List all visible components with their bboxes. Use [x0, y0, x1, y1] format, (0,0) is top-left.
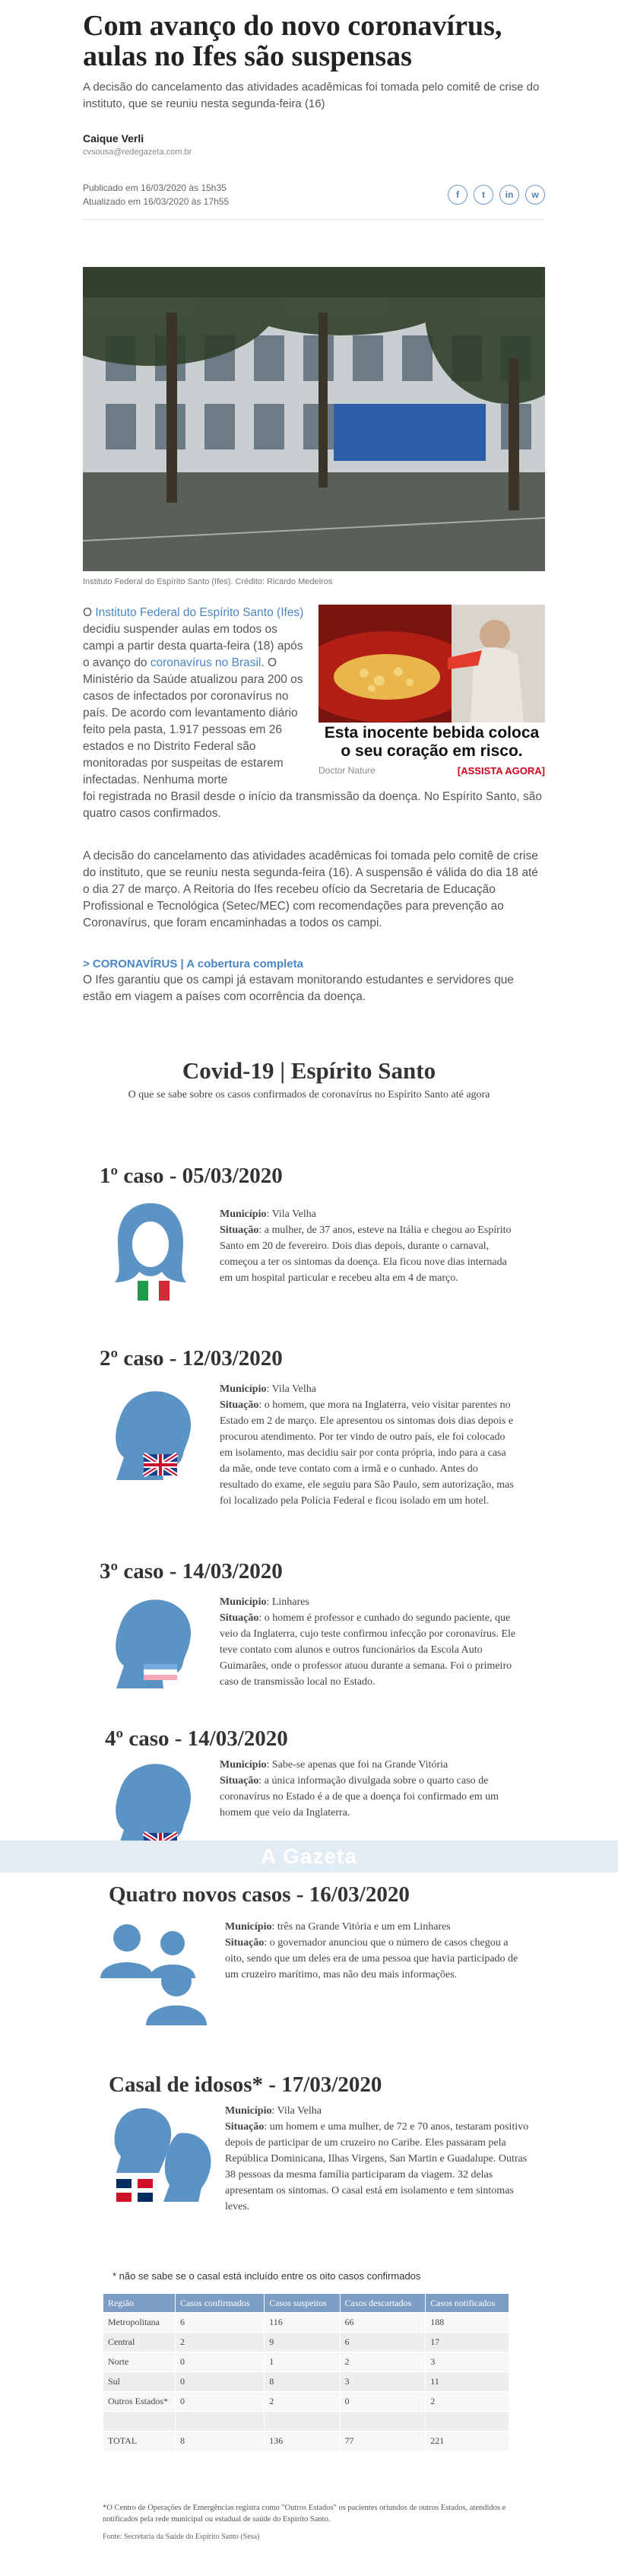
case-text: Município: Sabe-se apenas que foi na Grande Vitória Situação: a única informação divulgada sobre o quarto caso de coronavírus no Estado é a de que a doença foi confirmado em um homem que veio da Inglaterra.: [220, 1759, 499, 1818]
infographic-subtitle: O que se sabe sobre os casos confirmados de coronavírus no Espírito Santo até agora: [128, 1089, 490, 1101]
table-cell: 116: [265, 2313, 340, 2333]
covid-infographic: [0, 1057, 618, 2548]
coverage-prefix[interactable]: > CORONAVÍRUS: [83, 958, 178, 970]
table-header: Região: [103, 2294, 176, 2313]
table-row: [103, 2392, 509, 2412]
table-cell: 6: [176, 2313, 265, 2333]
ad-image[interactable]: [319, 605, 545, 723]
table-body: [103, 2313, 509, 2451]
p1-text-a: O: [83, 606, 96, 619]
table-cell: 221: [426, 2431, 509, 2451]
man-silhouette-icon: [109, 1590, 200, 1696]
case-title: 2º caso - 12/03/2020: [100, 1346, 283, 1371]
meta-row: [83, 181, 545, 220]
case-text: Município: três na Grande Vitória e um em Linhares Situação: o governador anunciou que o número de casos chegou a oito, sendo que um deles era de uma pessoa que havia participado de um cruzeiro marítimo, mas não deu mais informações.: [225, 1921, 518, 1980]
couple-silhouette-icon: [109, 2103, 223, 2217]
table-row: [103, 2313, 509, 2333]
table-cell: 1: [265, 2352, 340, 2372]
table-cell: 2: [265, 2392, 340, 2412]
table-cell: 3: [426, 2352, 509, 2372]
photo-caption: Instituto Federal do Espírito Santo (Ifes). Crédito: Ricardo Medeiros: [83, 577, 333, 586]
table-cell: [176, 2412, 265, 2431]
linkedin-icon[interactable]: in: [499, 185, 519, 205]
ad-cta-link[interactable]: [ASSISTA AGORA]: [457, 765, 545, 777]
table-footnote: *O Centro de Operações de Emergências registra como "Outros Estados" os pacientes oriundos de outros Estados, atendidos e notificados pela rede municipal ou estadual de saúde do Espírito Santo.: [103, 2504, 506, 2524]
author-name[interactable]: Caique Verli: [83, 132, 144, 145]
case-text: Município: Vila Velha Situação: o homem, que mora na Inglaterra, veio visitar parentes no Estado em 2 de março. Ele apresentou os sintomas dois dias depois e procurou atendimento. Por ter vindo de outro país, ele foi colocado em isolamento, mas decidiu sair por conta própria, indo para a casa da mãe, onde teve contato com a irmã e o cunhado. Antes do resultado do exame, ele seguiu para São Paulo, sem autorização, mas foi localizado pela Polícia Federal e ficou isolado em um hotel.: [220, 1383, 514, 1507]
paragraph-1: [83, 605, 311, 789]
table-cell: Sul: [103, 2372, 176, 2392]
couple-note: * não se sabe se o casal está incluído entre os oito casos confirmados: [113, 2270, 421, 2282]
table-cell: 0: [176, 2372, 265, 2392]
case-text: Município: Vila Velha Situação: a mulher, de 37 anos, esteve na Itália e chegou ao Espírito Santo em 20 de fevereiro. Dois dias depois, durante o carnaval, começou a ter os sintomas da doença. Ela ficou nove dias internada em um hospital particular e recebeu alta em 4 de março.: [220, 1209, 512, 1284]
case-3: [0, 1559, 618, 1711]
table-cell: 0: [176, 2392, 265, 2412]
published-date: Publicado em 16/03/2020 às 15h35: [83, 183, 227, 193]
table-cell: 8: [176, 2431, 265, 2451]
table-cell: 11: [426, 2372, 509, 2392]
article-column: [83, 0, 545, 1005]
table-cell: 0: [176, 2352, 265, 2372]
article-photo: [83, 267, 545, 571]
paragraph-2: A decisão do cancelamento das atividades acadêmicas foi tomada pelo comitê de crise do instituto, que se reuniu nesta segunda-feira (16). A suspensão é válida do dia 18 até o dia 27 de março. A Reitoria do Ifes recebeu ofício da Secretaria de Educação Profissional e Tecnológica (Setec/MEC) com recomendações para prevenção ao Coronavírus, que foram encaminhadas a todos os campi.: [83, 850, 538, 929]
paragraph-1-tail: foi registrada no Brasil desde o início da transmissão da doença. No Espírito Santo, são quatro casos confirmados.: [83, 790, 542, 820]
table-cell: Central: [103, 2333, 176, 2352]
table-cell: 2: [426, 2392, 509, 2412]
case-title: 4º caso - 14/03/2020: [105, 1726, 288, 1751]
infographic-title: Covid-19 | Espírito Santo: [182, 1057, 436, 1084]
p1-text-c: . O Ministério da Saúde atualizou para 200 os casos de infectados por coronavírus no país. De acordo com levantamento diário feito pela pasta, 1.917 pessoas em 26 estados e no Distrito Federal são monitoradas por suspeitas de estarem infectadas. Nenhuma morte: [83, 656, 303, 786]
case-6: [0, 2073, 618, 2247]
table-cell: 2: [340, 2352, 426, 2372]
ad-footer: [319, 765, 545, 777]
coverage-link[interactable]: [83, 958, 545, 970]
table-cell: 9: [265, 2333, 340, 2352]
twitter-icon[interactable]: t: [474, 185, 493, 205]
case-text: Município: Vila Velha Situação: um homem e uma mulher, de 72 e 70 anos, testaram positivo depois de participar de um cruzeiro no Caribe. Eles passaram pela República Dominicana, Ilhas Virgens, San Martin e Guadalupe. Outras 38 pessoas da mesma família participaram da viagem. 32 delas apresentam os sintomas. O casal está em isolamento e tem sintomas leves.: [225, 2105, 529, 2212]
dates: [83, 181, 229, 208]
table-header: Casos suspeitos: [265, 2294, 340, 2313]
table-cell: [265, 2412, 340, 2431]
table-row: [103, 2352, 509, 2372]
table-cell: 188: [426, 2313, 509, 2333]
article-title: Com avanço do novo coronavírus, aulas no Ifes são suspensas: [83, 10, 502, 72]
case-title: Quatro novos casos - 16/03/2020: [109, 1882, 410, 1907]
coverage-text[interactable]: | A cobertura completa: [177, 958, 303, 970]
cases-table: [103, 2293, 509, 2451]
table-cell: 6: [340, 2333, 426, 2352]
case-1: [0, 1164, 618, 1331]
table-row: [103, 2372, 509, 2392]
table-cell: [426, 2412, 509, 2431]
table-cell: 17: [426, 2333, 509, 2352]
table-row: [103, 2431, 509, 2451]
table-cell: 2: [176, 2333, 265, 2352]
case-title: Casal de idosos* - 17/03/2020: [109, 2073, 382, 2097]
ad-source: Doctor Nature: [319, 765, 376, 776]
table-header: Casos descartados: [340, 2294, 426, 2313]
table-header: Casos notificados: [426, 2294, 509, 2313]
table-cell: 77: [340, 2431, 426, 2451]
case-5: [0, 1882, 618, 2050]
table-row: [103, 2333, 509, 2352]
table-cell: 8: [265, 2372, 340, 2392]
case-title: 1º caso - 05/03/2020: [100, 1164, 283, 1188]
table-cell: 3: [340, 2372, 426, 2392]
table-cell: Outros Estados*: [103, 2392, 176, 2412]
coronavirus-brasil-link[interactable]: coronavírus no Brasil: [150, 656, 261, 669]
whatsapp-icon[interactable]: w: [525, 185, 545, 205]
first-paragraph-block: [83, 605, 545, 822]
group-icon: [93, 1919, 222, 2025]
facebook-icon[interactable]: f: [448, 185, 467, 205]
sponsored-ad[interactable]: [319, 605, 545, 777]
table-header-row: [103, 2294, 509, 2313]
article-subtitle: A decisão do cancelamento das atividades acadêmicas foi tomada pelo comitê de crise do instituto, que se reuniu nesta segunda-feira (16): [83, 81, 540, 110]
table-cell: Norte: [103, 2352, 176, 2372]
table-cell: [340, 2412, 426, 2431]
case-title: 3º caso - 14/03/2020: [100, 1559, 283, 1583]
case-text: Município: Linhares Situação: o homem é professor e cunhado do segundo paciente, que veio da Inglaterra, cujo teste confirmou infecção por coronavírus. Ele teve contato com alunos e outros funcionários da Escola Auto Guimarães, onde o professor atuou durante a semana. Foi o primeiro caso de transmissão local no Estado.: [220, 1596, 516, 1688]
table-source: Fonte: Secretaria da Saúde do Espírito Santo (Sesa): [103, 2533, 260, 2541]
case-2: [0, 1346, 618, 1552]
table-header: Casos confirmados: [176, 2294, 265, 2313]
woman-silhouette-icon: [109, 1197, 192, 1304]
ad-title[interactable]: Esta inocente bebida coloca o seu coração em risco.: [324, 724, 540, 760]
man-silhouette-icon: [109, 1381, 200, 1488]
table-cell: TOTAL: [103, 2431, 176, 2451]
paragraph-3: O Ifes garantiu que os campi já estavam monitorando estudantes e servidores que estão em viagem a países com ocorrência da doença.: [83, 974, 514, 1003]
p1-text-b: decidiu suspender aulas em todos os campi a partir desta quarta-feira (18) após o avanço do: [83, 623, 303, 669]
table-cell: 0: [340, 2392, 426, 2412]
campus-photo: [83, 267, 545, 571]
table-cell: 66: [340, 2313, 426, 2333]
table-cell: [103, 2412, 176, 2431]
share-buttons: [448, 185, 545, 205]
gazeta-watermark: A Gazeta: [0, 1841, 618, 1872]
ifes-link[interactable]: Instituto Federal do Espírito Santo (Ifes): [95, 606, 304, 619]
table-cell: 136: [265, 2431, 340, 2451]
table-cell: Metropolitana: [103, 2313, 176, 2333]
table-row: [103, 2412, 509, 2431]
updated-date: Atualizado em 16/03/2020 às 17h55: [83, 196, 230, 207]
author-email[interactable]: cvsousa@redegazeta.com.br: [83, 148, 192, 157]
